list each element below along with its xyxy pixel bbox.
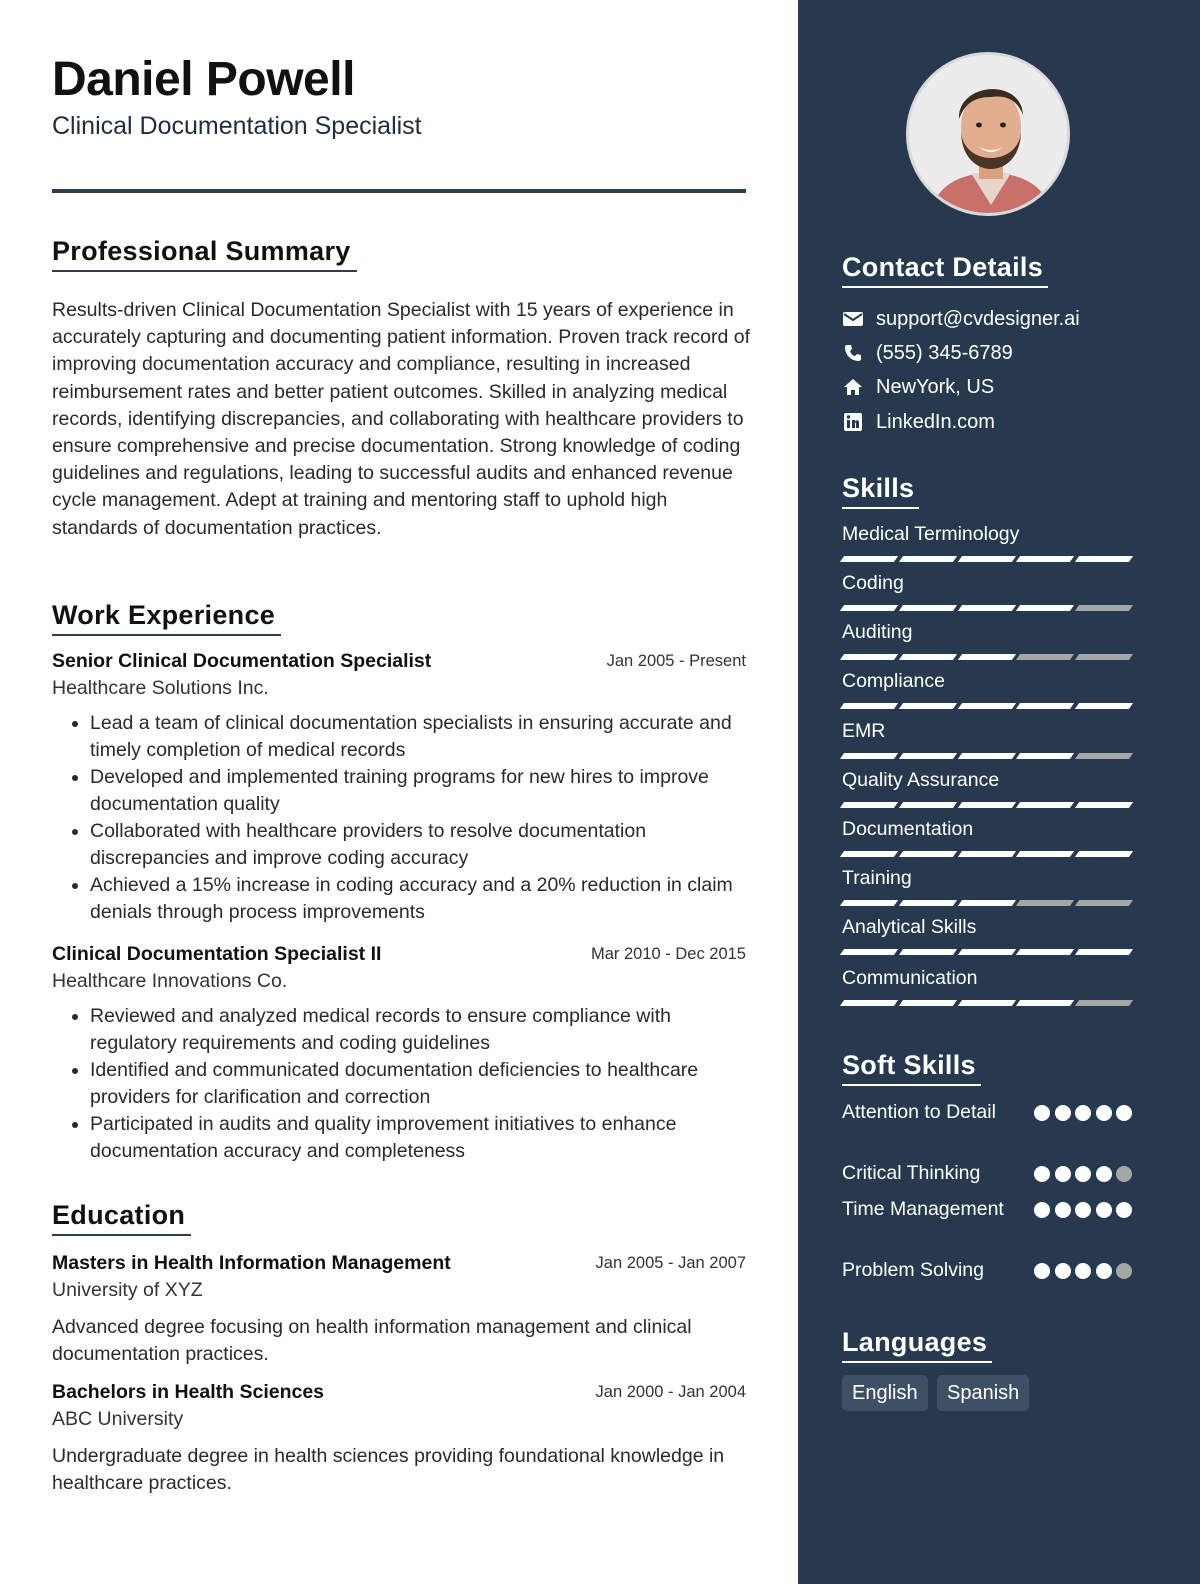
rating-dot [1116,1166,1132,1182]
skill-level-bar [842,605,1136,611]
job-title: Senior Clinical Documentation Specialist [52,650,432,672]
skill-level-segment [899,605,957,611]
skill-level-segment [899,802,957,808]
job-entry [52,650,746,926]
soft-skills-heading: Soft Skills [842,1050,981,1086]
candidate-title: Clinical Documentation Specialist [52,112,422,140]
rating-dot [1055,1263,1071,1279]
degree-title: Masters in Health Information Management [52,1252,451,1274]
rating-dot [1096,1263,1112,1279]
skill-level-segment [1016,900,1074,906]
skill-level-bar [842,1000,1136,1006]
skill-level-segment [957,949,1015,955]
job-bullet: • Participated in audits and quality improvement initiatives to enhance documentation accuracy and completeness [90,1111,746,1165]
skill-level-segment [957,900,1015,906]
skills-heading: Skills [842,473,919,509]
rating-dot [1096,1166,1112,1182]
skill-level-segment [1075,802,1133,808]
rating-dot [1034,1263,1050,1279]
contact-location [842,373,994,401]
skill-label: Coding [842,572,904,594]
skill-level-segment [899,949,957,955]
skill-level-segment [899,654,957,660]
rating-dot [1075,1105,1091,1121]
job-bullet: • Collaborated with healthcare providers to resolve documentation discrepancies and improve coding accuracy [90,818,746,872]
degree-description: Undergraduate degree in health sciences providing foundational knowledge in healthcare practices. [52,1445,725,1494]
contact-location-text: NewYork, US [876,375,995,398]
header-divider [52,189,746,193]
rating-dot [1096,1202,1112,1218]
skill-level-segment [840,1000,898,1006]
skill-label: Analytical Skills [842,916,977,938]
skill-label: EMR [842,720,886,742]
skill-level-segment [957,753,1015,759]
phone-icon [842,342,864,364]
rating-dot [1034,1166,1050,1182]
skill-level-segment [1075,949,1133,955]
skill-level-segment [957,851,1015,857]
skill-level-segment [1016,703,1074,709]
skill-label: Documentation [842,818,974,840]
skill-level-segment [899,556,957,562]
rating-dot [1096,1105,1112,1121]
skill-level-segment [1075,900,1133,906]
skill-label: Compliance [842,670,945,692]
language-chip: English [842,1375,928,1411]
skill-level-segment [840,753,898,759]
rating-dot [1034,1105,1050,1121]
rating-dot [1075,1263,1091,1279]
skill-level-segment [840,605,898,611]
skill-level-segment [957,654,1015,660]
skill-level-segment [1016,1000,1074,1006]
skill-label: Medical Terminology [842,523,1020,545]
skill-level-segment [1075,605,1133,611]
skill-level-segment [899,753,957,759]
rating-dot [1055,1202,1071,1218]
skill-level-segment [1016,654,1074,660]
job-bullet: • Reviewed and analyzed medical records to ensure compliance with regulatory requirements and coding guidelines [90,1003,746,1057]
job-date: Jan 2005 - Present [606,652,746,670]
job-bullet: • Developed and implemented training programs for new hires to improve documentation quality [90,764,746,818]
skill-level-segment [1075,851,1133,857]
skill-level-segment [1075,753,1133,759]
job-entry [52,943,746,1165]
contact-linkedin[interactable] [842,408,995,436]
summary-heading: Professional Summary [52,236,357,272]
skill-level-segment [1016,605,1074,611]
skill-level-bar [842,851,1136,857]
soft-skill-label: Critical Thinking [842,1162,981,1184]
education-entry [52,1381,746,1497]
job-bullet: • Lead a team of clinical documentation specialists in ensuring accurate and timely completion of medical records [90,710,746,764]
skill-level-segment [840,851,898,857]
degree-date: Jan 2005 - Jan 2007 [595,1254,746,1272]
skill-level-segment [957,703,1015,709]
job-date: Mar 2010 - Dec 2015 [590,945,746,963]
job-title: Clinical Documentation Specialist II [52,943,382,965]
education-entry [52,1252,746,1368]
envelope-icon [842,308,864,330]
skill-level-segment [899,900,957,906]
candidate-name: Daniel Powell [52,53,355,106]
rating-dot [1034,1202,1050,1218]
home-icon [842,376,864,398]
contact-heading: Contact Details [842,252,1048,288]
skill-level-bar [842,703,1136,709]
job-bullets [52,1003,746,1165]
soft-skill-label: Time Management [842,1198,1004,1220]
job-bullet: • Identified and communicated documentation deficiencies to healthcare providers for clarification and correction [90,1057,746,1111]
rating-dot [1075,1202,1091,1218]
skill-label: Auditing [842,621,913,643]
degree-title: Bachelors in Health Sciences [52,1381,325,1403]
skill-level-bar [842,900,1136,906]
skill-label: Communication [842,967,978,989]
skill-level-segment [899,703,957,709]
contact-phone-text: (555) 345-6789 [876,341,1013,364]
rating-dot [1075,1166,1091,1182]
skill-level-segment [957,1000,1015,1006]
soft-skill-rating [1034,1166,1137,1182]
skill-level-segment [1075,654,1133,660]
skill-level-bar [842,753,1136,759]
rating-dot [1116,1202,1132,1218]
degree-date: Jan 2000 - Jan 2004 [595,1383,746,1401]
rating-dot [1116,1263,1132,1279]
skill-level-segment [957,556,1015,562]
sidebar [798,0,1200,1584]
school-name: ABC University [52,1408,184,1430]
soft-skill-rating [1034,1263,1137,1279]
skill-level-segment [840,900,898,906]
skill-level-segment [840,949,898,955]
skill-level-segment [957,802,1015,808]
skill-level-segment [1075,1000,1133,1006]
skill-level-segment [957,605,1015,611]
contact-email[interactable] [842,305,1080,333]
skill-label: Training [842,867,912,889]
education-heading: Education [52,1200,191,1236]
soft-skill-rating [1034,1202,1137,1218]
skill-level-segment [1016,851,1074,857]
contact-email-text: support@cvdesigner.ai [876,307,1080,330]
skill-level-segment [1016,949,1074,955]
experience-heading: Work Experience [52,600,281,636]
rating-dot [1055,1105,1071,1121]
soft-skill-label: Problem Solving [842,1259,984,1281]
skill-level-segment [899,1000,957,1006]
job-company: Healthcare Solutions Inc. [52,677,269,699]
soft-skill-rating [1034,1105,1137,1121]
skill-level-bar [842,802,1136,808]
job-bullet: • Achieved a 15% increase in coding accuracy and a 20% reduction in claim denials through process improvements [90,872,746,926]
skill-level-segment [1016,556,1074,562]
skill-level-segment [1075,556,1133,562]
skill-level-segment [1016,802,1074,808]
rating-dot [1055,1166,1071,1182]
language-chip: Spanish [937,1375,1029,1411]
skill-level-segment [840,802,898,808]
soft-skill-label: Attention to Detail [842,1101,996,1123]
skill-level-segment [840,703,898,709]
rating-dot [1116,1105,1132,1121]
degree-description: Advanced degree focusing on health information management and clinical documentation practices. [52,1316,692,1365]
skill-level-segment [899,851,957,857]
person-portrait-icon [909,55,1070,216]
skill-label: Quality Assurance [842,769,1000,791]
skill-level-bar [842,949,1136,955]
job-bullets [52,710,746,926]
languages-heading: Languages [842,1327,992,1363]
job-company: Healthcare Innovations Co. [52,970,288,992]
linkedin-icon [842,411,864,433]
skill-level-segment [840,556,898,562]
profile-photo [906,52,1070,216]
skill-level-segment [1075,703,1133,709]
summary-text: Results-driven Clinical Documentation Specialist with 15 years of experience in accurately capturing and documenting patient information. Proven track record of improving documentation accuracy and compliance, resulting in increased reimbursement rates and better patient outcomes. Skilled in analyzing medical records, identifying discrepancies, and collaborating with healthcare providers to ensure comprehensive and precise documentation. Strong knowledge of coding guidelines and regulations, leading to successful audits and enhanced revenue cycle management. Adept at training and mentoring staff to uphold high standards of documentation practices. [52,299,751,539]
skill-level-bar [842,556,1136,562]
contact-linkedin-text: LinkedIn.com [876,410,995,433]
skill-level-segment [840,654,898,660]
contact-phone[interactable] [842,339,1013,367]
skill-level-bar [842,654,1136,660]
skill-level-segment [1016,753,1074,759]
school-name: University of XYZ [52,1279,203,1301]
